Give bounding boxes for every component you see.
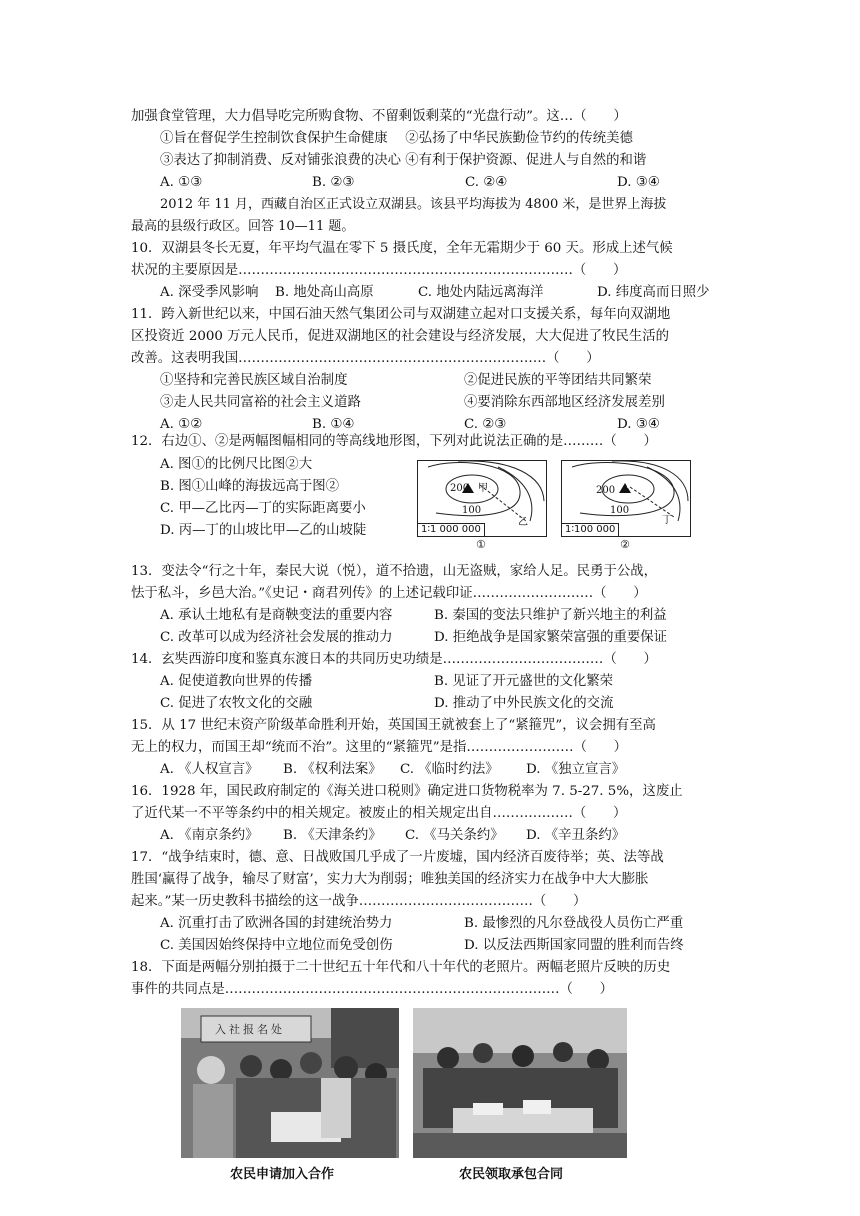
q17-stem-3: 起来。”某一历史教科书描绘的这一战争…………………………………（ ） bbox=[131, 894, 587, 909]
option-a: A. 《南京条约》 bbox=[160, 828, 259, 843]
contour-200-label: 200 bbox=[596, 485, 616, 496]
map-scale: 1∶1 000 000 bbox=[418, 523, 485, 536]
q15-stem-2: 无上的权力，而国王却“统而不治”。这里的“紧箍咒”是指……………………（ ） bbox=[131, 740, 628, 755]
contour-map-2 bbox=[561, 460, 691, 537]
statement-2: ②促进民族的平等团结共同繁荣 bbox=[464, 373, 652, 388]
option-b: B. 最惨烈的凡尔登战役人员伤亡严重 bbox=[464, 916, 684, 931]
q9-stem-line: 加强食堂管理，大力倡导吃完所购食物、不留剩饭剩菜的“光盘行动”。这…（ ） bbox=[131, 109, 627, 124]
option-c: C. 《临时约法》 bbox=[400, 762, 499, 777]
q18-stem-1: 18．下面是两幅分别拍摄于二十世纪五十年代和八十年代的老照片。两幅老照片反映的历史 bbox=[131, 960, 671, 975]
photo-contract-distribution bbox=[413, 1008, 627, 1158]
q10-stem-1: 10．双湖县冬长无夏，年平均气温在零下 5 摄氏度，全年无霜期少于 60 天。形成上述气候 bbox=[131, 241, 673, 256]
option-d: D. 《辛丑条约》 bbox=[526, 828, 626, 843]
intro-line-1: 2012 年 11 月，西藏自治区正式设立双湖县。该县平均海拔为 4800 米，是世界上海拔 bbox=[160, 197, 667, 212]
option-d: D. 以反法西斯国家同盟的胜利而告终 bbox=[464, 938, 684, 953]
option-a: A. 《人权宣言》 bbox=[160, 762, 259, 777]
photo-1-sign: 入社报名处 bbox=[215, 1023, 285, 1036]
point-label: 丙 bbox=[626, 480, 634, 489]
map-1-caption: ① bbox=[476, 538, 486, 551]
q15-stem-1: 15．从 17 世纪末资产阶级革命胜利开始，英国国王就被套上了“紧箍咒”，议会拥有至高 bbox=[131, 718, 656, 733]
option-c: C. 促进了农牧文化的交融 bbox=[160, 696, 313, 711]
option-c: C. 改革可以成为经济社会发展的推动力 bbox=[160, 630, 393, 645]
contour-100-label: 100 bbox=[462, 505, 482, 516]
q16-stem-1: 16．1928 年，国民政府制定的《海关进口税则》确定进口货物税率为 7. 5-27. 5%，这废止 bbox=[131, 784, 683, 799]
photo-1-caption: 农民申请加入合作 bbox=[230, 1167, 335, 1182]
q14-stem: 14．玄奘西游印度和鉴真东渡日本的共同历史功绩是………………………………（ ） bbox=[131, 652, 657, 667]
option-b: B. ①④ bbox=[312, 417, 355, 432]
contour-200-label: 200 bbox=[450, 483, 470, 494]
q11-stem-2: 区投资近 2000 万元人民币，促进双湖地区的社会建设与经济发展，大大促进了牧民生活的 bbox=[131, 329, 670, 344]
q12-option-b: B. 图①山峰的海拔远高于图② bbox=[160, 479, 340, 494]
option-a: A. 沉重打击了欧洲各国的封建统治势力 bbox=[160, 916, 393, 931]
map-2-caption: ② bbox=[620, 538, 630, 551]
q13-stem-1: 13．变法令“行之十年，秦民大说（悦），道不拾遗，山无盗贼，家给人足。民勇于公战， bbox=[131, 564, 658, 579]
option-a: A. 承认土地私有是商鞅变法的重要内容 bbox=[160, 608, 393, 623]
q17-stem-2: 胜国‘赢得了战争，输尽了财富’，实力大为削弱；唯独美国的经济实力在战争中大大膨胀 bbox=[131, 872, 649, 887]
q16-stem-2: 了近代某一不平等条约中的相关规定。被废止的相关规定出自………………（ ） bbox=[131, 806, 627, 821]
q9-statements-1: ①旨在督促学生控制饮食保护生命健康 ②弘扬了中华民族勤俭节约的传统美德 bbox=[160, 131, 633, 146]
option-a: A. ①② bbox=[160, 417, 203, 432]
q11-stem-1: 11．跨入新世纪以来，中国石油天然气集团公司与双湖建立起对口支援关系，每年向双湖地 bbox=[131, 307, 671, 322]
contour-map-1 bbox=[417, 460, 547, 537]
point-label: 乙 bbox=[518, 517, 528, 528]
q10-stem-2: 状况的主要原因是…………………………………………………………………（ ） bbox=[131, 263, 627, 278]
q12-option-a: A. 图①的比例尺比图②大 bbox=[160, 457, 313, 472]
option-b: B. ②③ bbox=[312, 175, 355, 190]
option-a: A. 促使道教向世界的传播 bbox=[160, 674, 313, 689]
q9-statements-2: ③表达了抑制消费、反对铺张浪费的决心 ④有利于保护资源、促进人与自然的和谐 bbox=[160, 153, 647, 168]
statement-4: ④要消除东西部地区经济发展差别 bbox=[464, 395, 665, 410]
option-d: D. 拒绝战争是国家繁荣富强的重要保证 bbox=[434, 630, 668, 645]
photo-2-caption: 农民领取承包合同 bbox=[459, 1167, 564, 1182]
point-label: 甲 bbox=[478, 483, 488, 494]
option-b: B. 秦国的变法只维护了新兴地主的利益 bbox=[434, 608, 667, 623]
q12-option-d: D. 丙—丁的山坡比甲—乙的山坡陡 bbox=[160, 523, 367, 538]
option-a: A. 深受季风影响 bbox=[160, 285, 259, 300]
map-scale: 1∶100 000 bbox=[562, 523, 619, 536]
contour-100-label: 100 bbox=[610, 505, 630, 516]
intro-line-2: 最高的县级行政区。回答 10—11 题。 bbox=[131, 219, 355, 234]
q11-stem-3: 改善。这表明我国……………………………………………………………（ ） bbox=[131, 351, 600, 366]
photo-2-illustration bbox=[413, 1008, 627, 1158]
option-c: C. 美国因始终保持中立地位而免受创伤 bbox=[160, 938, 393, 953]
option-d: D. 纬度高而日照少 bbox=[597, 285, 710, 300]
option-b: B. 《权利法案》 bbox=[283, 762, 382, 777]
q13-stem-2: 怯于私斗，乡邑大治。”《史记・商君列传》的上述记载印证………………………（ ） bbox=[131, 586, 647, 601]
photo-cooperative-application bbox=[181, 1008, 399, 1158]
option-d: D. 《独立宣言》 bbox=[526, 762, 626, 777]
statement-1: ①坚持和完善民族区域自治制度 bbox=[160, 373, 348, 388]
point-label: 丁 bbox=[662, 515, 672, 526]
option-a: A. ①③ bbox=[160, 175, 203, 190]
q12-option-c: C. 甲—乙比丙—丁的实际距离要小 bbox=[160, 501, 366, 516]
option-c: C. 地处内陆远离海洋 bbox=[418, 285, 544, 300]
option-c: C. ②④ bbox=[465, 175, 508, 190]
option-b: B. 见证了开元盛世的文化繁荣 bbox=[434, 674, 614, 689]
option-c: C. ②③ bbox=[464, 417, 507, 432]
option-b: B. 《天津条约》 bbox=[283, 828, 382, 843]
q17-stem-1: 17．“战争结束时，德、意、日战败国几乎成了一片废墟，国内经济百废待举；英、法等战 bbox=[131, 850, 664, 865]
option-d: D. 推动了中外民族文化的交流 bbox=[434, 696, 614, 711]
photo-1-illustration bbox=[181, 1008, 399, 1158]
option-c: C. 《马关条约》 bbox=[405, 828, 504, 843]
option-d: D. ③④ bbox=[617, 175, 660, 190]
q12-stem: 12．右边①、②是两幅图幅相同的等高线地形图，下列对此说法正确的是………（ ） bbox=[131, 434, 657, 449]
option-b: B. 地处高山高原 bbox=[275, 285, 374, 300]
option-d: D. ③④ bbox=[617, 417, 660, 432]
statement-3: ③走人民共同富裕的社会主义道路 bbox=[160, 395, 361, 410]
q18-stem-2: 事件的共同点是…………………………………………………………………（ ） bbox=[131, 982, 614, 997]
